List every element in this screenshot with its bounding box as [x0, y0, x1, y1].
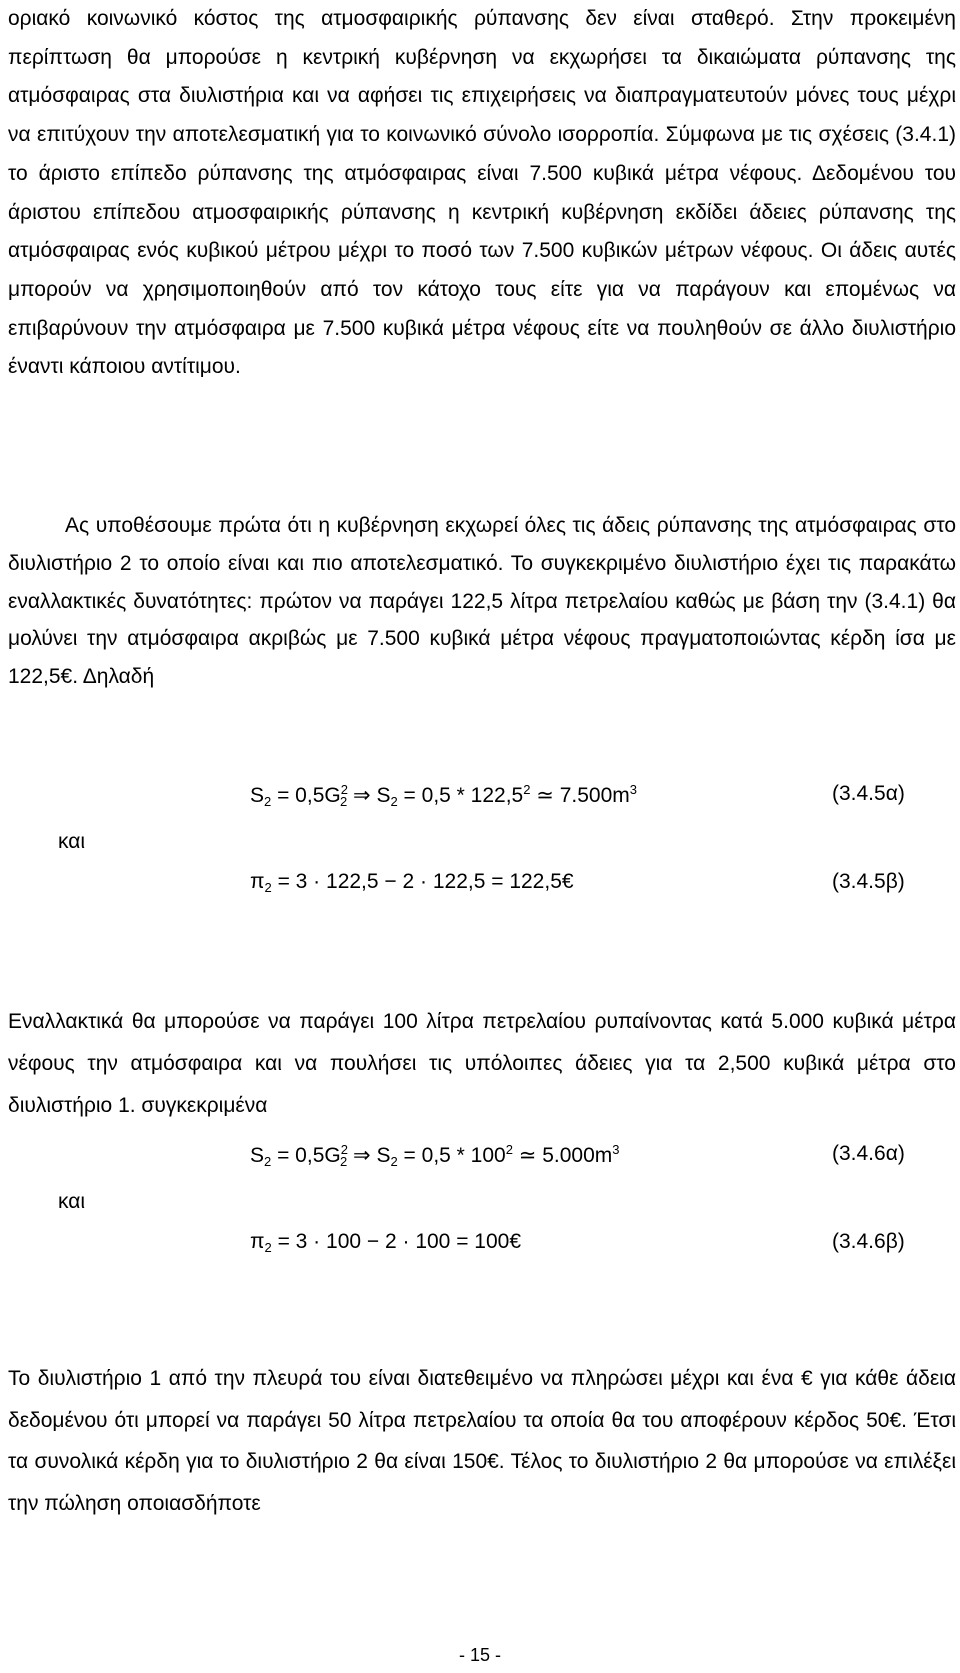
eq-part: ≃ 7.500m — [530, 784, 630, 807]
eq-subscript: 2 — [390, 1154, 398, 1169]
eq-part: = 0,5 * 100 — [397, 1144, 506, 1167]
eq-part: = 0,5 * 122,5 — [397, 784, 524, 807]
eq-part: ≃ 5.000m — [512, 1144, 613, 1167]
eq-symbol: S — [376, 1144, 391, 1167]
eq-subscript: 2 — [339, 1154, 348, 1169]
eq-superscript: 2 — [523, 782, 531, 797]
eq-superscript: 3 — [612, 1142, 620, 1157]
eq-part: = 0,5G — [271, 1144, 341, 1167]
paragraph-4: Το διυλιστήριο 1 από την πλευρά του είναι διατεθειμένο να πληρώσει μέχρι και ένα € για κάθε άδεια δεδομένου ότι μπορεί να παράγει 50 λίτρα πετρελαίου τα οποία θα του αποφέρουν κέρδος 50€. Έτσι τα συνολικά κέρδη για το διυλιστήριο 2 θα είναι 150€. Τέλος το διυλιστήριο 2 θα μπορούσε να επιλέξει την πώληση οποιασδήποτε — [8, 1367, 956, 1516]
eq-symbol: S — [376, 784, 391, 807]
equation-3-4-5a — [250, 782, 637, 809]
equation-number: (3.4.6α) — [832, 1142, 905, 1165]
eq-subscript: 2 — [264, 1154, 272, 1169]
implies-arrow: ⇒ — [347, 784, 377, 807]
eq-superscript: 2 — [340, 782, 348, 797]
eq-superscript: 3 — [629, 782, 638, 797]
eq-symbol: S — [250, 784, 265, 807]
paragraph-1: οριακό κοινωνικό κόστος της ατμοσφαιρικής ρύπανσης δεν είναι σταθερό. Στην προκειμένη περίπτωση θα μπορούσε η κεντρική κυβέρνηση να εκχωρήσει τα δικαιώματα ρύπανσης της ατμόσφαιρας στα διυλιστήρια και να αφήσει τις επιχειρήσεις να διαπραγματευτούν μόνες τους μέχρι να επιτύχουν την αποτελεσματική για το κοινωνικό σύνολο ισορροπία. Σύμφωνα με τις σχέσεις (3.4.1) το άριστο επίπεδο ρύπανσης της ατμόσφαιρας είναι 7.500 κυβικά μέτρα νέφους. Δεδομένου του άριστου επίπεδου ατμοσφαιρικής ρύπανσης η κεντρική κυβέρνηση εκδίδει άδειες ρύπανσης της ατμόσφαιρας ενός κυβικού μέτρου μέχρι το ποσό των 7.500 κυβικών μέτρων νέφους. Οι άδεις αυτές μπορούν να χρησιμοποιηθούν από τον κάτοχο τους είτε για να παράγουν και επομένως να επιβαρύνουν την ατμόσφαιρα με 7.500 κυβικά μέτρα νέφους είτε να πουληθούν σε άλλο διυλιστήριο έναντι κάποιου αντίτιμου. — [8, 7, 956, 379]
eq-subscript: 2 — [339, 794, 348, 809]
eq-symbol: π — [250, 1230, 265, 1253]
equation-number: (3.4.6β) — [832, 1230, 905, 1253]
eq-superscript: 2 — [505, 1142, 513, 1157]
eq-part: = 0,5G — [271, 784, 341, 807]
implies-arrow: ⇒ — [347, 1144, 377, 1167]
equation-number: (3.4.5α) — [832, 782, 905, 805]
paragraph-2: Ας υποθέσουμε πρώτα ότι η κυβέρνηση εκχωρεί όλες τις άδεις ρύπανσης της ατμόσφαιρας στο διυλιστήριο 2 το οποίο είναι και πιο αποτελεσματικό. Το συγκεκριμένο διυλιστήριο έχει τις παρακάτω εναλλακτικές δυνατότητες: πρώτον να παράγει 122,5 λίτρα πετρελαίου καθώς με βάση την (3.4.1) θα μολύνει την ατμόσφαιρα ακριβώς με 7.500 κυβικά μέτρα νέφους πραγματοποιώντας κέρδη ίσα με 122,5€. Δηλαδή — [8, 514, 956, 689]
eq-superscript: 2 — [340, 1142, 348, 1157]
connector-word: και — [58, 1190, 86, 1213]
eq-symbol: π — [250, 870, 265, 893]
eq-subscript: 2 — [264, 880, 272, 895]
paragraph-3: Εναλλακτικά θα μπορούσε να παράγει 100 λίτρα πετρελαίου ρυπαίνοντας κατά 5.000 κυβικά μέτρα νέφους την ατμόσφαιρα και να πουλήσει τις υπόλοιπες άδειες για τα 2,500 κυβικά μέτρα στο διυλιστήριο 1. συγκεκριμένα — [8, 1010, 956, 1117]
eq-subscript: 2 — [264, 794, 272, 809]
connector-word: και — [58, 830, 86, 853]
equation-3-4-6b — [250, 1230, 521, 1255]
equation-3-4-5b — [250, 870, 574, 895]
eq-symbol: S — [250, 1144, 265, 1167]
equation-3-4-6a — [250, 1142, 620, 1169]
eq-subscript: 2 — [390, 794, 398, 809]
equation-number: (3.4.5β) — [832, 870, 905, 893]
eq-subscript: 2 — [264, 1240, 272, 1255]
page-number: - 15 - — [458, 1645, 501, 1665]
eq-part: = 3 · 122,5 − 2 · 122,5 = 122,5€ — [271, 870, 574, 893]
eq-part: = 3 · 100 − 2 · 100 = 100€ — [271, 1230, 522, 1253]
